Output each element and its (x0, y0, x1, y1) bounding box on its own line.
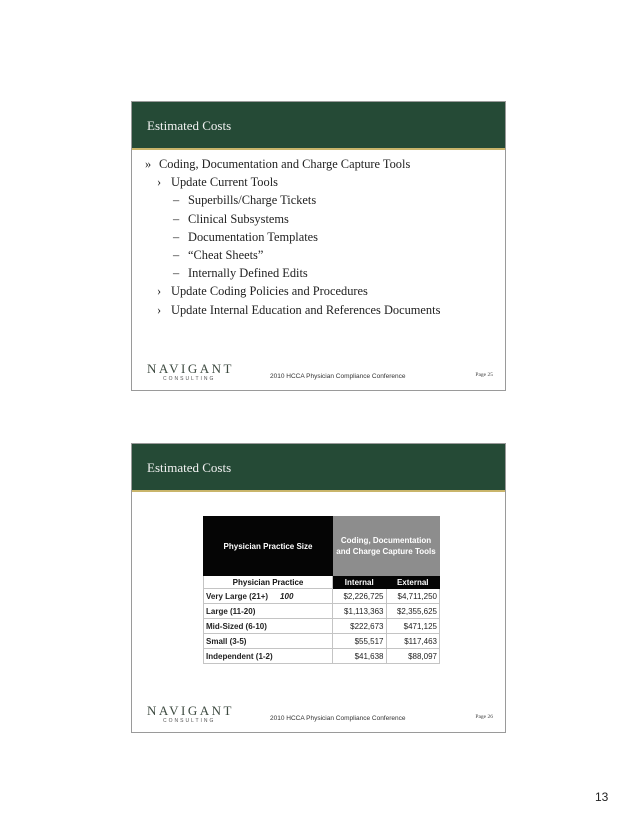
navigant-logo (147, 361, 234, 382)
bullet-marker: › (157, 302, 162, 317)
page-number: 13 (595, 790, 609, 804)
column-header-external: External (386, 576, 440, 589)
table-row (204, 604, 440, 619)
bullet-marker: › (157, 175, 162, 190)
column-header-internal: Internal (333, 576, 387, 589)
bullet-item (145, 301, 440, 319)
column-header-practice: Physician Practice (204, 576, 333, 589)
navigant-logo (147, 703, 234, 724)
logo-subtitle: CONSULTING (163, 718, 216, 724)
title-divider (132, 148, 505, 150)
table-title-right: Coding, Documentation and Charge Capture Tools (333, 517, 440, 576)
row-label: Mid-Sized (6-10) (204, 619, 333, 634)
conference-name: 2010 HCCA Physician Compliance Conference (270, 373, 406, 380)
bullet-marker: – (173, 211, 180, 226)
internal-cost: $222,673 (333, 619, 387, 634)
table-row (204, 634, 440, 649)
table-row (204, 649, 440, 664)
slide-page-number: Page 26 (475, 714, 493, 720)
slide-25 (131, 101, 506, 391)
external-cost: $88,097 (386, 649, 440, 664)
row-label (204, 589, 333, 604)
bullet-text: Superbills/Charge Tickets (188, 193, 317, 208)
conference-name: 2010 HCCA Physician Compliance Conference (270, 715, 406, 722)
bullet-text: Update Internal Education and References Documents (171, 302, 441, 317)
bullet-item (145, 228, 440, 246)
bullet-text: “Cheat Sheets” (188, 248, 264, 263)
bullet-item (145, 282, 440, 300)
slide-page-number: Page 25 (475, 372, 493, 378)
bullet-text: Documentation Templates (188, 229, 319, 244)
slide-26 (131, 443, 506, 733)
bullet-text: Clinical Subsystems (188, 211, 289, 226)
bullet-marker: – (173, 266, 180, 281)
title-divider (132, 490, 505, 492)
external-cost: $117,463 (386, 634, 440, 649)
internal-cost: $2,226,725 (333, 589, 387, 604)
logo-subtitle: CONSULTING (163, 376, 216, 382)
bullet-item (145, 264, 440, 282)
internal-cost: $41,638 (333, 649, 387, 664)
slide-footer (132, 354, 505, 390)
bullet-text: Update Current Tools (171, 175, 278, 190)
external-cost: $2,355,625 (386, 604, 440, 619)
row-label: Large (11-20) (204, 604, 333, 619)
bullet-list (145, 155, 440, 319)
table-row (204, 619, 440, 634)
bullet-marker: – (173, 229, 180, 244)
bullet-marker: » (145, 157, 152, 171)
row-label-text: Very Large (21+) (206, 591, 269, 601)
cost-table (203, 516, 440, 664)
bullet-item (145, 191, 440, 209)
table-title-left: Physician Practice Size (204, 517, 333, 576)
bullet-item (145, 173, 440, 191)
bullet-marker: – (173, 193, 180, 208)
row-label: Small (3-5) (204, 634, 333, 649)
row-label: Independent (1-2) (204, 649, 333, 664)
slide-footer (132, 696, 505, 732)
internal-cost: $55,517 (333, 634, 387, 649)
logo-wordmark: NAVIGANT (147, 703, 234, 718)
slide-title-band (132, 102, 505, 148)
bullet-marker: – (173, 248, 180, 263)
bullet-text: Internally Defined Edits (188, 266, 308, 281)
row-label-note: 100 (280, 591, 294, 601)
table-row (204, 589, 440, 604)
bullet-text: Coding, Documentation and Charge Capture Tools (159, 157, 411, 171)
bullet-item (145, 246, 440, 264)
bullet-marker: › (157, 284, 162, 299)
external-cost: $4,711,250 (386, 589, 440, 604)
bullet-text: Update Coding Policies and Procedures (171, 284, 368, 299)
bullet-item (145, 155, 440, 173)
external-cost: $471,125 (386, 619, 440, 634)
slide-title: Estimated Costs (147, 460, 232, 475)
internal-cost: $1,113,363 (333, 604, 387, 619)
bullet-item (145, 210, 440, 228)
logo-wordmark: NAVIGANT (147, 361, 234, 376)
slide-title: Estimated Costs (147, 118, 232, 133)
slide-title-band (132, 444, 505, 490)
